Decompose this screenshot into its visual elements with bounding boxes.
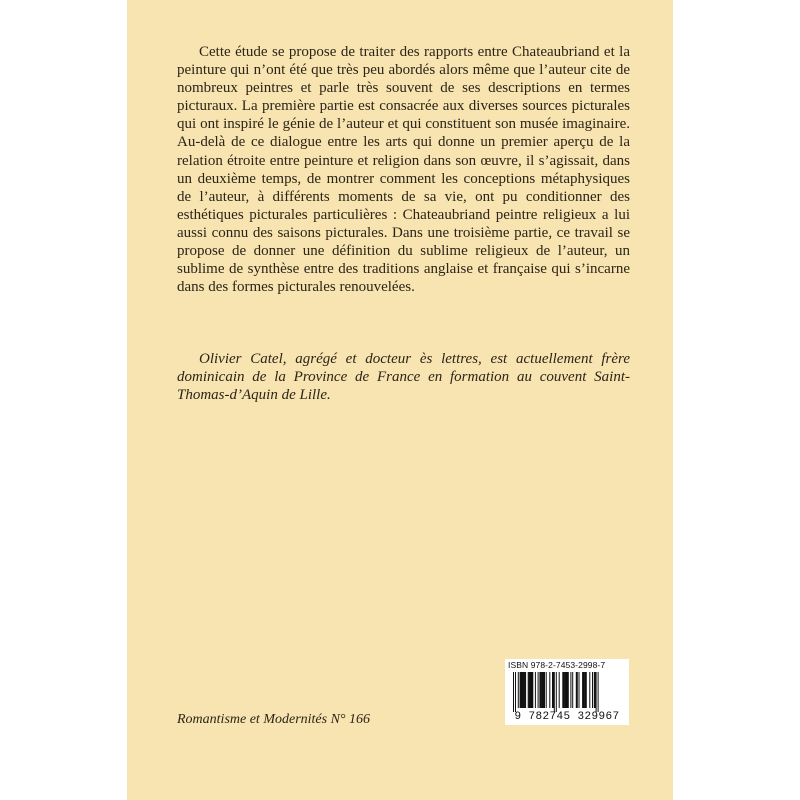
- series-line: Romantisme et Modernités N° 166: [177, 712, 371, 727]
- back-cover: [127, 0, 673, 800]
- barcode-box: [505, 659, 629, 725]
- author-bio: Olivier Catel, agrégé et docteur ès lettres, est actuellement frère dominicain de la Province de France en formation au couvent Saint-Thomas-d’Aquin de Lille.: [177, 351, 630, 404]
- isbn-label: ISBN 978-2-7453-2998-7: [508, 660, 606, 670]
- barcode-bars: [507, 672, 627, 712]
- description-paragraph: Cette étude se propose de traiter des rapports entre Chateaubriand et la peinture qui n’ont été que très peu abordés alors même que l’auteur cite de nombreux peintres et parle très souvent de ses descriptions en termes picturaux. La première partie est consacrée aux diverses sources picturales qui ont inspiré le génie de l’auteur et qui constituent son musée imaginaire. Au-delà de ce dialogue entre les arts qui donne un premier aperçu de la relation étroite entre peinture et religion dans son œuvre, il s’agissait, dans un deuxième temps, de montrer comment les conceptions métaphysiques de l’auteur, à différents moments de sa vie, ont pu conditionner des esthétiques picturales particulières : Chateaubriand peintre religieux a lui aussi connu des saisons picturales. Dans une troisième partie, ce travail se propose de donner une définition du sublime religieux de l’auteur, un sublime de synthèse entre des traditions anglaise et française qui s’incarne dans des formes picturales renouvelées.: [177, 44, 630, 296]
- barcode-digits: 9 782745 329967: [514, 711, 620, 723]
